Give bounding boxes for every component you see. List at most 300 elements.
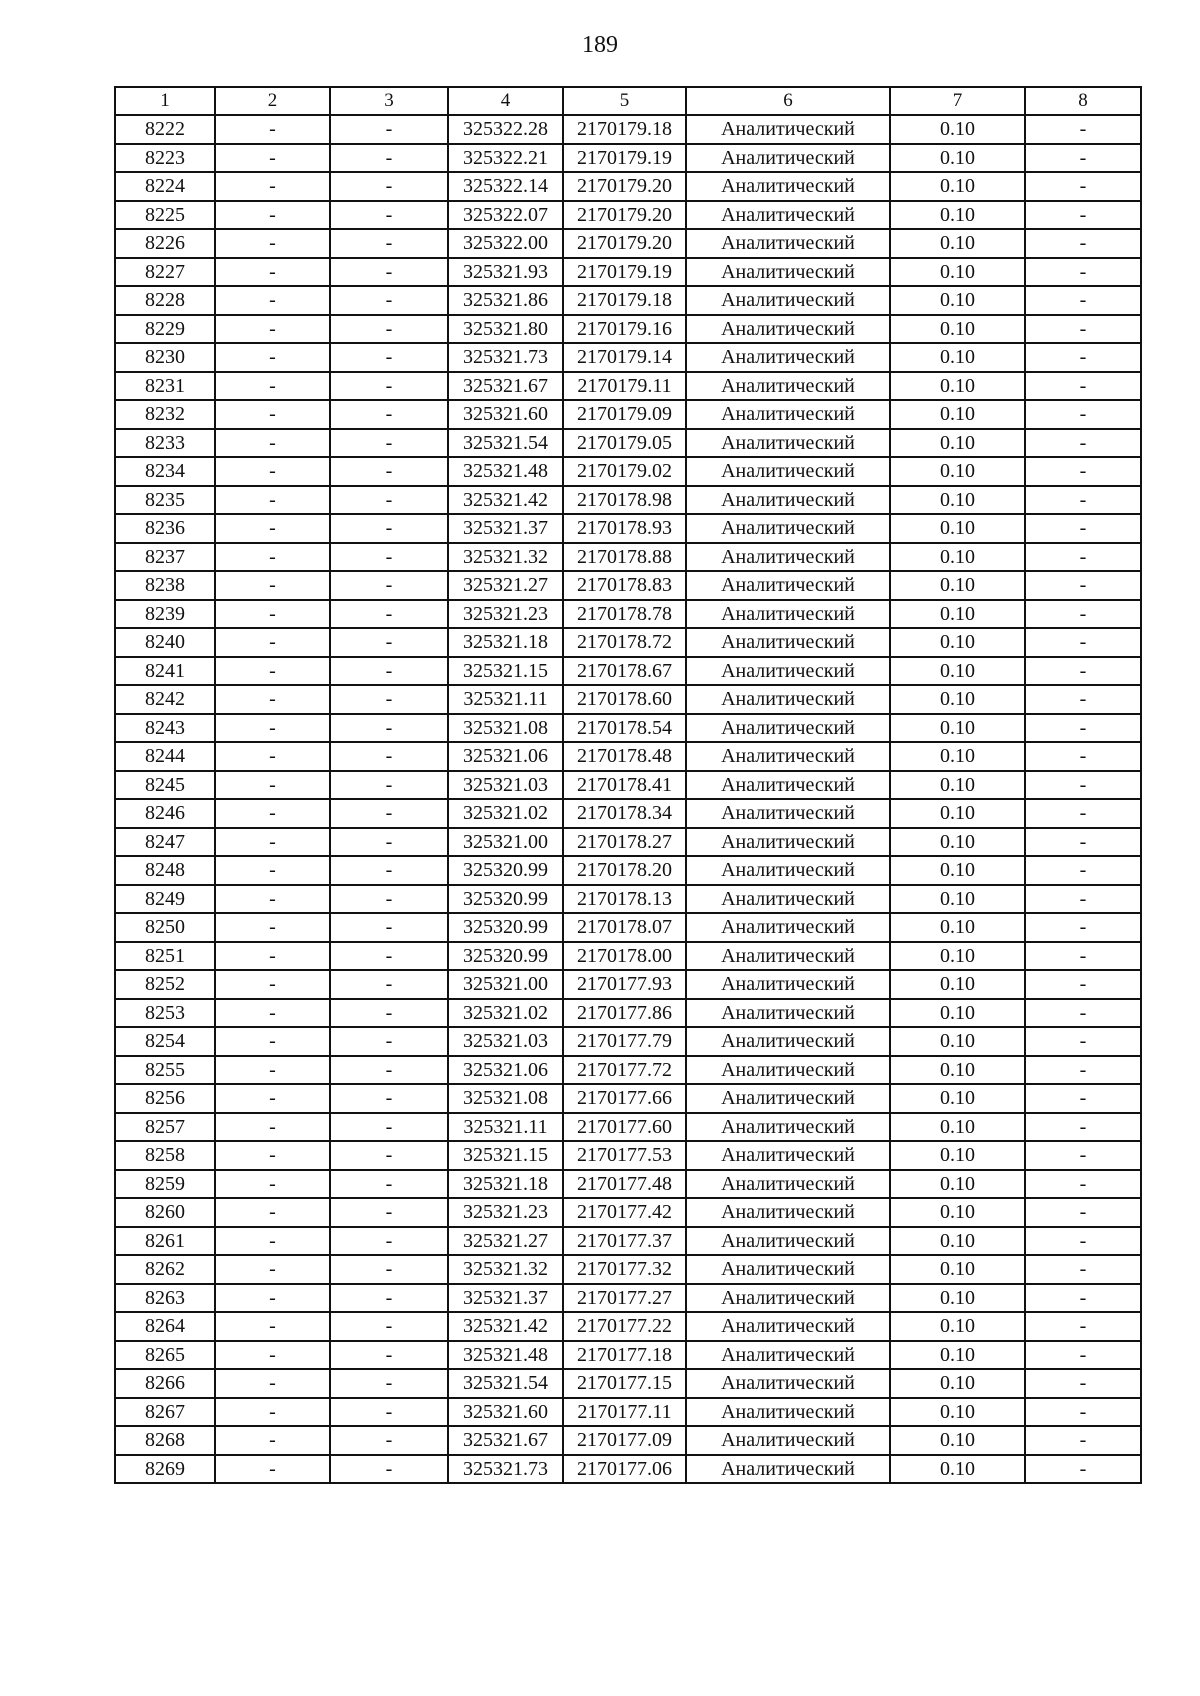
col2-cell: - (215, 229, 330, 258)
accuracy-cell: 0.10 (890, 1455, 1025, 1484)
table-row (115, 999, 1141, 1028)
point-number-cell: 8238 (115, 571, 215, 600)
col2-cell: - (215, 315, 330, 344)
accuracy-cell: 0.10 (890, 657, 1025, 686)
col8-cell: - (1025, 486, 1141, 515)
table-row (115, 628, 1141, 657)
x-coordinate-cell: 325321.11 (448, 685, 563, 714)
point-number-cell: 8250 (115, 913, 215, 942)
table-row (115, 429, 1141, 458)
point-number-cell: 8258 (115, 1141, 215, 1170)
method-cell: Аналитический (686, 1113, 890, 1142)
col8-cell: - (1025, 1284, 1141, 1313)
point-number-cell: 8229 (115, 315, 215, 344)
col2-cell: - (215, 543, 330, 572)
method-cell: Аналитический (686, 1312, 890, 1341)
col2-cell: - (215, 856, 330, 885)
col8-cell: - (1025, 999, 1141, 1028)
y-coordinate-cell: 2170177.32 (563, 1255, 686, 1284)
point-number-cell: 8244 (115, 742, 215, 771)
col3-cell: - (330, 315, 448, 344)
point-number-cell: 8226 (115, 229, 215, 258)
col2-cell: - (215, 1170, 330, 1199)
col8-cell: - (1025, 828, 1141, 857)
y-coordinate-cell: 2170179.16 (563, 315, 686, 344)
accuracy-cell: 0.10 (890, 372, 1025, 401)
x-coordinate-cell: 325321.67 (448, 372, 563, 401)
method-cell: Аналитический (686, 970, 890, 999)
col2-cell: - (215, 885, 330, 914)
col2-cell: - (215, 1455, 330, 1484)
column-header: 2 (215, 87, 330, 115)
y-coordinate-cell: 2170178.54 (563, 714, 686, 743)
col3-cell: - (330, 600, 448, 629)
x-coordinate-cell: 325321.37 (448, 1284, 563, 1313)
col3-cell: - (330, 657, 448, 686)
table-row (115, 1341, 1141, 1370)
x-coordinate-cell: 325321.93 (448, 258, 563, 287)
accuracy-cell: 0.10 (890, 543, 1025, 572)
x-coordinate-cell: 325321.42 (448, 486, 563, 515)
y-coordinate-cell: 2170177.18 (563, 1341, 686, 1370)
col2-cell: - (215, 714, 330, 743)
table-row (115, 343, 1141, 372)
method-cell: Аналитический (686, 1056, 890, 1085)
x-coordinate-cell: 325321.03 (448, 1027, 563, 1056)
y-coordinate-cell: 2170178.93 (563, 514, 686, 543)
table-row (115, 1227, 1141, 1256)
point-number-cell: 8241 (115, 657, 215, 686)
x-coordinate-cell: 325321.48 (448, 1341, 563, 1370)
point-number-cell: 8249 (115, 885, 215, 914)
accuracy-cell: 0.10 (890, 229, 1025, 258)
y-coordinate-cell: 2170177.15 (563, 1369, 686, 1398)
table-row (115, 1455, 1141, 1484)
col8-cell: - (1025, 229, 1141, 258)
method-cell: Аналитический (686, 999, 890, 1028)
accuracy-cell: 0.10 (890, 343, 1025, 372)
x-coordinate-cell: 325321.23 (448, 600, 563, 629)
method-cell: Аналитический (686, 1426, 890, 1455)
col2-cell: - (215, 400, 330, 429)
table-row (115, 828, 1141, 857)
col2-cell: - (215, 799, 330, 828)
col2-cell: - (215, 685, 330, 714)
method-cell: Аналитический (686, 1227, 890, 1256)
col2-cell: - (215, 1398, 330, 1427)
col8-cell: - (1025, 685, 1141, 714)
x-coordinate-cell: 325320.99 (448, 913, 563, 942)
point-number-cell: 8239 (115, 600, 215, 629)
table-row (115, 400, 1141, 429)
col2-cell: - (215, 286, 330, 315)
method-cell: Аналитический (686, 714, 890, 743)
table-row (115, 657, 1141, 686)
y-coordinate-cell: 2170179.11 (563, 372, 686, 401)
y-coordinate-cell: 2170179.14 (563, 343, 686, 372)
method-cell: Аналитический (686, 600, 890, 629)
y-coordinate-cell: 2170178.20 (563, 856, 686, 885)
x-coordinate-cell: 325322.14 (448, 172, 563, 201)
method-cell: Аналитический (686, 771, 890, 800)
col8-cell: - (1025, 942, 1141, 971)
y-coordinate-cell: 2170179.18 (563, 115, 686, 144)
table-row (115, 799, 1141, 828)
method-cell: Аналитический (686, 742, 890, 771)
col8-cell: - (1025, 514, 1141, 543)
col3-cell: - (330, 685, 448, 714)
accuracy-cell: 0.10 (890, 201, 1025, 230)
method-cell: Аналитический (686, 258, 890, 287)
y-coordinate-cell: 2170177.42 (563, 1198, 686, 1227)
x-coordinate-cell: 325321.73 (448, 343, 563, 372)
table-body (115, 115, 1141, 1483)
col8-cell: - (1025, 172, 1141, 201)
col2-cell: - (215, 372, 330, 401)
method-cell: Аналитический (686, 628, 890, 657)
coordinates-table (114, 86, 1142, 1484)
col8-cell: - (1025, 1113, 1141, 1142)
point-number-cell: 8262 (115, 1255, 215, 1284)
accuracy-cell: 0.10 (890, 1284, 1025, 1313)
y-coordinate-cell: 2170178.67 (563, 657, 686, 686)
accuracy-cell: 0.10 (890, 115, 1025, 144)
x-coordinate-cell: 325321.18 (448, 1170, 563, 1199)
point-number-cell: 8227 (115, 258, 215, 287)
table-row (115, 201, 1141, 230)
col2-cell: - (215, 1255, 330, 1284)
col2-cell: - (215, 942, 330, 971)
method-cell: Аналитический (686, 229, 890, 258)
y-coordinate-cell: 2170179.05 (563, 429, 686, 458)
col2-cell: - (215, 1113, 330, 1142)
y-coordinate-cell: 2170178.00 (563, 942, 686, 971)
table-row (115, 714, 1141, 743)
x-coordinate-cell: 325321.15 (448, 657, 563, 686)
method-cell: Аналитический (686, 315, 890, 344)
x-coordinate-cell: 325321.15 (448, 1141, 563, 1170)
accuracy-cell: 0.10 (890, 514, 1025, 543)
col2-cell: - (215, 1141, 330, 1170)
point-number-cell: 8269 (115, 1455, 215, 1484)
table-row (115, 514, 1141, 543)
col8-cell: - (1025, 1341, 1141, 1370)
column-header: 3 (330, 87, 448, 115)
y-coordinate-cell: 2170179.20 (563, 229, 686, 258)
col3-cell: - (330, 1426, 448, 1455)
point-number-cell: 8243 (115, 714, 215, 743)
col2-cell: - (215, 457, 330, 486)
accuracy-cell: 0.10 (890, 400, 1025, 429)
point-number-cell: 8247 (115, 828, 215, 857)
method-cell: Аналитический (686, 343, 890, 372)
point-number-cell: 8245 (115, 771, 215, 800)
accuracy-cell: 0.10 (890, 1056, 1025, 1085)
table-row (115, 913, 1141, 942)
method-cell: Аналитический (686, 913, 890, 942)
point-number-cell: 8236 (115, 514, 215, 543)
col3-cell: - (330, 913, 448, 942)
col8-cell: - (1025, 1170, 1141, 1199)
col3-cell: - (330, 201, 448, 230)
accuracy-cell: 0.10 (890, 1027, 1025, 1056)
accuracy-cell: 0.10 (890, 486, 1025, 515)
x-coordinate-cell: 325321.80 (448, 315, 563, 344)
col2-cell: - (215, 999, 330, 1028)
y-coordinate-cell: 2170179.20 (563, 172, 686, 201)
col8-cell: - (1025, 1369, 1141, 1398)
col2-cell: - (215, 429, 330, 458)
col2-cell: - (215, 1084, 330, 1113)
method-cell: Аналитический (686, 1341, 890, 1370)
column-header: 5 (563, 87, 686, 115)
method-cell: Аналитический (686, 1084, 890, 1113)
col3-cell: - (330, 115, 448, 144)
method-cell: Аналитический (686, 514, 890, 543)
accuracy-cell: 0.10 (890, 714, 1025, 743)
table-row (115, 115, 1141, 144)
y-coordinate-cell: 2170178.34 (563, 799, 686, 828)
col3-cell: - (330, 1455, 448, 1484)
accuracy-cell: 0.10 (890, 970, 1025, 999)
table-row (115, 457, 1141, 486)
table-row (115, 1255, 1141, 1284)
table-row (115, 486, 1141, 515)
col8-cell: - (1025, 970, 1141, 999)
point-number-cell: 8254 (115, 1027, 215, 1056)
y-coordinate-cell: 2170178.27 (563, 828, 686, 857)
col3-cell: - (330, 1255, 448, 1284)
col3-cell: - (330, 457, 448, 486)
table-row (115, 571, 1141, 600)
accuracy-cell: 0.10 (890, 258, 1025, 287)
y-coordinate-cell: 2170178.60 (563, 685, 686, 714)
col3-cell: - (330, 1170, 448, 1199)
point-number-cell: 8255 (115, 1056, 215, 1085)
method-cell: Аналитический (686, 885, 890, 914)
accuracy-cell: 0.10 (890, 856, 1025, 885)
table-row (115, 144, 1141, 173)
method-cell: Аналитический (686, 657, 890, 686)
col3-cell: - (330, 999, 448, 1028)
method-cell: Аналитический (686, 1141, 890, 1170)
accuracy-cell: 0.10 (890, 771, 1025, 800)
accuracy-cell: 0.10 (890, 999, 1025, 1028)
col3-cell: - (330, 771, 448, 800)
col3-cell: - (330, 742, 448, 771)
point-number-cell: 8237 (115, 543, 215, 572)
col8-cell: - (1025, 1198, 1141, 1227)
col2-cell: - (215, 1284, 330, 1313)
col3-cell: - (330, 229, 448, 258)
point-number-cell: 8256 (115, 1084, 215, 1113)
col2-cell: - (215, 742, 330, 771)
col3-cell: - (330, 144, 448, 173)
x-coordinate-cell: 325321.37 (448, 514, 563, 543)
col3-cell: - (330, 543, 448, 572)
x-coordinate-cell: 325321.23 (448, 1198, 563, 1227)
accuracy-cell: 0.10 (890, 1141, 1025, 1170)
x-coordinate-cell: 325322.00 (448, 229, 563, 258)
col8-cell: - (1025, 1312, 1141, 1341)
x-coordinate-cell: 325321.08 (448, 1084, 563, 1113)
x-coordinate-cell: 325321.06 (448, 742, 563, 771)
method-cell: Аналитический (686, 543, 890, 572)
col8-cell: - (1025, 286, 1141, 315)
col2-cell: - (215, 600, 330, 629)
accuracy-cell: 0.10 (890, 286, 1025, 315)
point-number-cell: 8235 (115, 486, 215, 515)
col2-cell: - (215, 343, 330, 372)
header-row (115, 87, 1141, 115)
x-coordinate-cell: 325321.27 (448, 571, 563, 600)
point-number-cell: 8265 (115, 1341, 215, 1370)
table-row (115, 970, 1141, 999)
column-header: 4 (448, 87, 563, 115)
point-number-cell: 8231 (115, 372, 215, 401)
col3-cell: - (330, 571, 448, 600)
x-coordinate-cell: 325321.02 (448, 799, 563, 828)
col2-cell: - (215, 201, 330, 230)
y-coordinate-cell: 2170179.20 (563, 201, 686, 230)
method-cell: Аналитический (686, 115, 890, 144)
y-coordinate-cell: 2170177.48 (563, 1170, 686, 1199)
point-number-cell: 8234 (115, 457, 215, 486)
point-number-cell: 8246 (115, 799, 215, 828)
y-coordinate-cell: 2170179.19 (563, 258, 686, 287)
col3-cell: - (330, 1141, 448, 1170)
table-row (115, 856, 1141, 885)
accuracy-cell: 0.10 (890, 1369, 1025, 1398)
point-number-cell: 8222 (115, 115, 215, 144)
point-number-cell: 8253 (115, 999, 215, 1028)
y-coordinate-cell: 2170177.86 (563, 999, 686, 1028)
accuracy-cell: 0.10 (890, 1084, 1025, 1113)
method-cell: Аналитический (686, 144, 890, 173)
y-coordinate-cell: 2170177.27 (563, 1284, 686, 1313)
col3-cell: - (330, 799, 448, 828)
col3-cell: - (330, 286, 448, 315)
y-coordinate-cell: 2170178.13 (563, 885, 686, 914)
y-coordinate-cell: 2170179.02 (563, 457, 686, 486)
col2-cell: - (215, 1369, 330, 1398)
col2-cell: - (215, 258, 330, 287)
point-number-cell: 8259 (115, 1170, 215, 1199)
col3-cell: - (330, 429, 448, 458)
col2-cell: - (215, 771, 330, 800)
x-coordinate-cell: 325322.07 (448, 201, 563, 230)
accuracy-cell: 0.10 (890, 172, 1025, 201)
accuracy-cell: 0.10 (890, 457, 1025, 486)
accuracy-cell: 0.10 (890, 1341, 1025, 1370)
y-coordinate-cell: 2170178.78 (563, 600, 686, 629)
col8-cell: - (1025, 115, 1141, 144)
point-number-cell: 8223 (115, 144, 215, 173)
table-row (115, 1426, 1141, 1455)
point-number-cell: 8264 (115, 1312, 215, 1341)
col8-cell: - (1025, 1084, 1141, 1113)
y-coordinate-cell: 2170177.11 (563, 1398, 686, 1427)
y-coordinate-cell: 2170177.53 (563, 1141, 686, 1170)
column-header: 6 (686, 87, 890, 115)
table-row (115, 600, 1141, 629)
col2-cell: - (215, 628, 330, 657)
x-coordinate-cell: 325321.60 (448, 400, 563, 429)
col8-cell: - (1025, 657, 1141, 686)
method-cell: Аналитический (686, 1027, 890, 1056)
col8-cell: - (1025, 1455, 1141, 1484)
col3-cell: - (330, 486, 448, 515)
point-number-cell: 8263 (115, 1284, 215, 1313)
col2-cell: - (215, 144, 330, 173)
table-row (115, 372, 1141, 401)
x-coordinate-cell: 325321.54 (448, 429, 563, 458)
method-cell: Аналитический (686, 856, 890, 885)
point-number-cell: 8224 (115, 172, 215, 201)
point-number-cell: 8257 (115, 1113, 215, 1142)
point-number-cell: 8267 (115, 1398, 215, 1427)
accuracy-cell: 0.10 (890, 685, 1025, 714)
table-row (115, 1198, 1141, 1227)
method-cell: Аналитический (686, 372, 890, 401)
y-coordinate-cell: 2170179.19 (563, 144, 686, 173)
method-cell: Аналитический (686, 1284, 890, 1313)
x-coordinate-cell: 325322.28 (448, 115, 563, 144)
method-cell: Аналитический (686, 1455, 890, 1484)
col8-cell: - (1025, 1227, 1141, 1256)
point-number-cell: 8225 (115, 201, 215, 230)
col8-cell: - (1025, 1398, 1141, 1427)
accuracy-cell: 0.10 (890, 913, 1025, 942)
col8-cell: - (1025, 315, 1141, 344)
accuracy-cell: 0.10 (890, 315, 1025, 344)
method-cell: Аналитический (686, 828, 890, 857)
y-coordinate-cell: 2170178.48 (563, 742, 686, 771)
col8-cell: - (1025, 457, 1141, 486)
y-coordinate-cell: 2170177.22 (563, 1312, 686, 1341)
col2-cell: - (215, 486, 330, 515)
point-number-cell: 8232 (115, 400, 215, 429)
point-number-cell: 8252 (115, 970, 215, 999)
col8-cell: - (1025, 714, 1141, 743)
table-row (115, 1312, 1141, 1341)
method-cell: Аналитический (686, 1255, 890, 1284)
method-cell: Аналитический (686, 429, 890, 458)
accuracy-cell: 0.10 (890, 1312, 1025, 1341)
table-row (115, 1056, 1141, 1085)
point-number-cell: 8240 (115, 628, 215, 657)
x-coordinate-cell: 325321.32 (448, 1255, 563, 1284)
col8-cell: - (1025, 913, 1141, 942)
col3-cell: - (330, 1284, 448, 1313)
col3-cell: - (330, 514, 448, 543)
col8-cell: - (1025, 543, 1141, 572)
col8-cell: - (1025, 628, 1141, 657)
col2-cell: - (215, 970, 330, 999)
y-coordinate-cell: 2170177.72 (563, 1056, 686, 1085)
x-coordinate-cell: 325321.54 (448, 1369, 563, 1398)
table-row (115, 742, 1141, 771)
x-coordinate-cell: 325321.27 (448, 1227, 563, 1256)
col8-cell: - (1025, 571, 1141, 600)
col8-cell: - (1025, 1056, 1141, 1085)
accuracy-cell: 0.10 (890, 429, 1025, 458)
col2-cell: - (215, 1056, 330, 1085)
col3-cell: - (330, 343, 448, 372)
point-number-cell: 8230 (115, 343, 215, 372)
col8-cell: - (1025, 771, 1141, 800)
accuracy-cell: 0.10 (890, 1398, 1025, 1427)
